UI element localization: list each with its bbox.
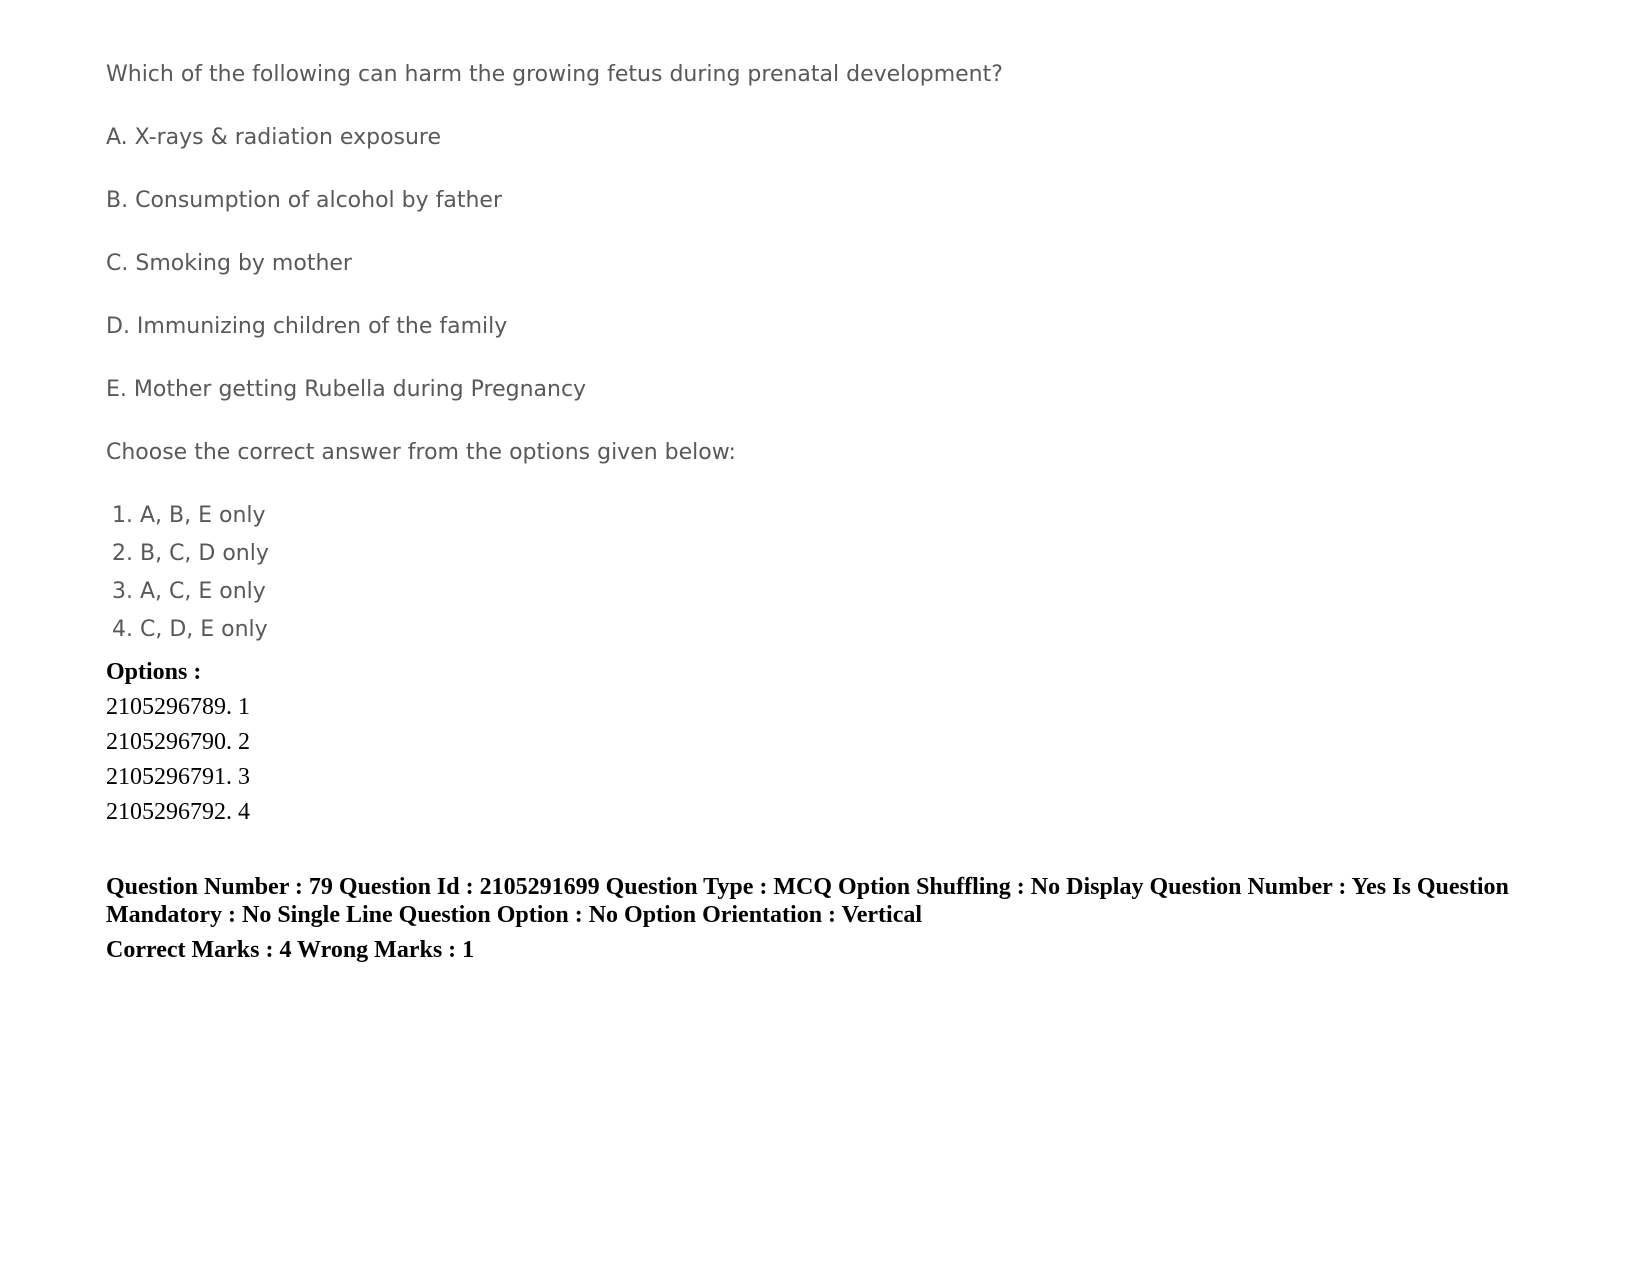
choice-1: 1. A, B, E only [112, 503, 266, 528]
option-item-3: 2105296791. 3 [106, 764, 250, 790]
marks-info: Correct Marks : 4 Wrong Marks : 1 [106, 937, 475, 963]
choice-3: 3. A, C, E only [112, 579, 266, 604]
choice-2: 2. B, C, D only [112, 541, 269, 566]
statement-d: D. Immunizing children of the family [106, 314, 508, 339]
option-item-4: 2105296792. 4 [106, 799, 250, 825]
question-image [106, 60, 1066, 653]
option-item-2: 2105296790. 2 [106, 729, 250, 755]
options-heading: Options : [106, 659, 202, 685]
statement-e: E. Mother getting Rubella during Pregnancy [106, 377, 587, 402]
statement-b: B. Consumption of alcohol by father [106, 188, 502, 213]
option-item-1: 2105296789. 1 [106, 694, 250, 720]
statement-c: C. Smoking by mother [106, 251, 352, 276]
answer-choices [112, 501, 1066, 653]
choice-4: 4. C, D, E only [112, 617, 268, 642]
question-stem: Which of the following can harm the growing fetus during prenatal development? [106, 62, 1003, 87]
question-info: Question Number : 79 Question Id : 2105291699 Question Type : MCQ Option Shuffling : No Display Question Number : Yes Is Question Mandatory : No Single Line Question Option : No Option Orientation : Vertical [106, 874, 1509, 928]
answer-instruction: Choose the correct answer from the options given below: [106, 440, 736, 465]
statement-a: A. X-rays & radiation exposure [106, 125, 442, 150]
question-metadata [106, 655, 1566, 965]
